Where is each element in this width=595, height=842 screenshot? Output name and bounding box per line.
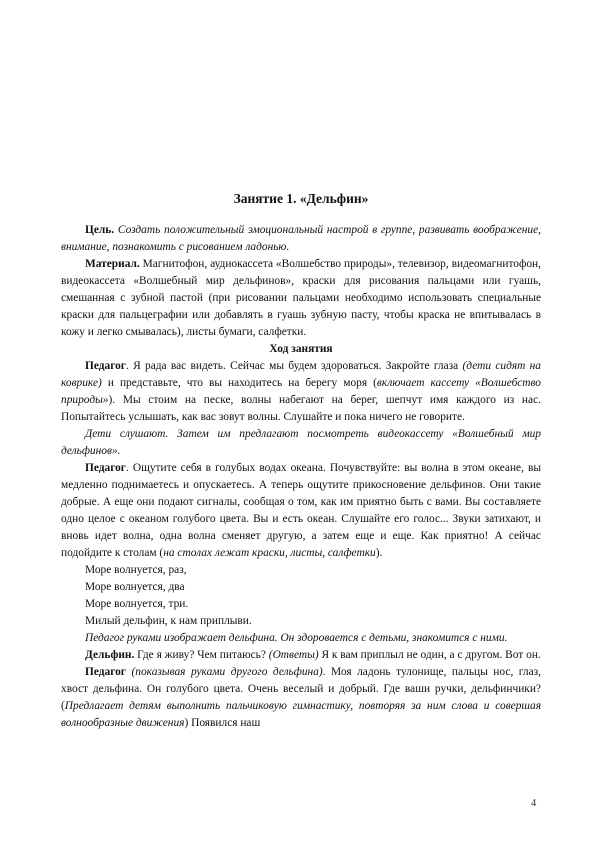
goal-text: Создать положительный эмоциональный настрой в группе, развивать воображение, внимание, познакомить с рисованием ладонью. [61, 224, 541, 253]
dolphin-paragraph [61, 647, 541, 664]
stage-direction: на столах лежат краски, листы, салфетки [163, 547, 376, 559]
material-paragraph [61, 256, 541, 341]
document-body [61, 190, 541, 732]
teacher-text: ) Появился наш [184, 717, 261, 729]
poem-line: Море волнуется, три. [85, 598, 189, 610]
goal-paragraph [61, 222, 541, 256]
stage-direction-paragraph: Дети слушают. Затем им предлагают посмотреть видеокассету «Волшебный мир дельфинов». [61, 428, 541, 457]
teacher-text: ). [375, 547, 383, 559]
stage-direction: (дети сидят на коврике) [61, 360, 541, 389]
poem-line: Море волнуется, два [85, 581, 185, 593]
teacher-paragraph-2 [61, 460, 541, 562]
material-label: Материал. [85, 258, 140, 270]
teacher-text: ). Мы стоим на песке, волны набегают на берег, шепчут имя каждого из нас. Попытайтесь услышать, как вас зовут волны. Слушайте и пока ничего не говорите. [61, 394, 541, 423]
teacher-label: Педагог [85, 360, 126, 372]
stage-direction: Предлагает детям выполнить пальчиковую гимнастику, повторяя за ним слова и совершая волнообразные движения [61, 700, 541, 729]
teacher-text: . Ощутите себя в голубых водах океана. Почувствуйте: вы волна в этом океане, вы медленно поднимаетесь и опускаетесь. А теперь ощутите прикосновение дельфинов. Они такие добрые. А еще они подают сигналы, сообщая о том, как им приятно быть с вами. Вы составляете одно целое с океаном голубого цвета. Вы и есть океан. Слушайте его голос... Звуки затихают, и вновь идет волна, одна волна сменяет другую, а затем еще и еще. Как приятно! А сейчас подойдите к столам ( [61, 462, 541, 559]
section-heading: Ход занятия [269, 343, 333, 355]
teacher-label: Педагог [85, 666, 126, 678]
page-number: 4 [531, 798, 537, 809]
teacher-paragraph-1 [61, 358, 541, 426]
stage-direction: (Ответы) [268, 649, 319, 661]
teacher-paragraph-3 [61, 664, 541, 732]
goal-label: Цель. [85, 224, 115, 236]
stage-direction: (показывая руками другого дельфина) [131, 666, 323, 678]
poem-line: Милый дельфин, к нам приплыви. [85, 615, 252, 627]
poem-line: Море волнуется, раз, [85, 564, 187, 576]
stage-direction-paragraph: Педагог руками изображает дельфина. Он здоровается с детьми, знакомится с ними. [85, 632, 508, 644]
lesson-title: Занятие 1. «Дельфин» [233, 191, 369, 206]
teacher-label: Педагог [85, 462, 126, 474]
material-text: Магнитофон, аудиокассета «Волшебство природы», телевизор, видеомагнитофон, видеокассета «Волшебный мир дельфинов», краски для рисования пальцами или гуашь, смешанная с зубной пастой (при рисовании пальцами необходимо использовать специальные краски для пальцеграфии или добавлять в гуашь зубную пасту, чтобы краска не впитывалась в кожу и легко смывалась), листы бумаги, салфетки. [61, 258, 541, 338]
teacher-text: . Моя ладонь тулонище, пальцы нос, глаз, хвост дельфина. Он голубого цвета. Очень веселый и добрый. Где ваши ручки, дельфинчики? ( [61, 666, 541, 712]
dolphin-text: Где я живу? Чем питаюсь? [134, 649, 269, 661]
dolphin-label: Дельфин. [85, 649, 135, 661]
dolphin-text: Я к вам приплыл не один, а с другом. Вот он. [318, 649, 541, 661]
teacher-text: и представьте, что вы находитесь на берегу моря ( [101, 377, 377, 389]
stage-direction: включает кассету «Волшебство природы» [61, 377, 541, 406]
teacher-text: . Я рада вас видеть. Сейчас мы будем здороваться. Закройте глаза [125, 360, 463, 372]
